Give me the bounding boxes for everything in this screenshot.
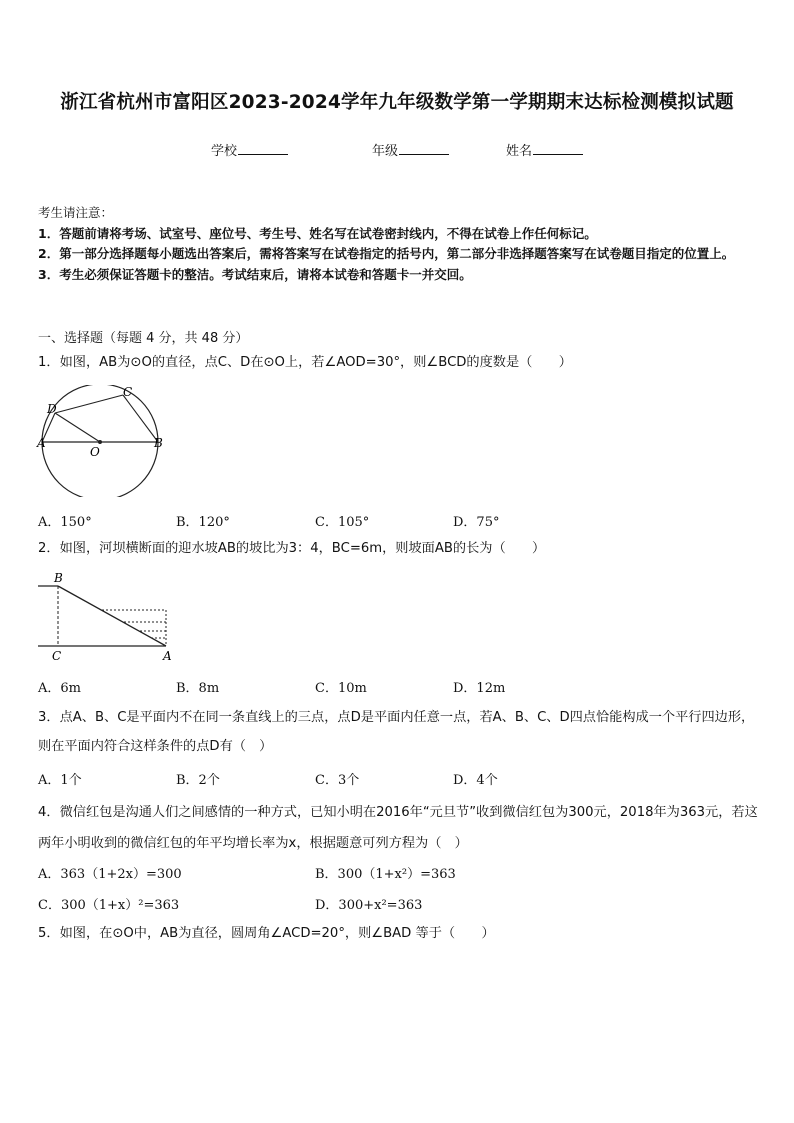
exam-notes: [38, 203, 760, 285]
q1-option-b[interactable]: B．120°: [176, 515, 230, 530]
notes-heading: 考生请注意：: [38, 205, 114, 220]
question-3-stem: 3．点A、B、C是平面内不在同一条直线上的三点，点D是平面内任意一点，若A、B、C、D四点恰能构成一个平行四边形，则在平面内符合这样条件的点D有（ ）: [38, 710, 755, 754]
q4-option-a[interactable]: A．363（1+2x）=300: [38, 867, 182, 882]
q3-option-d[interactable]: D．4个: [453, 773, 498, 788]
question-4-stem: 4．微信红包是沟通人们之间感情的一种方式，已知小明在2016年“元旦节”收到微信红包为300元，2018年为363元，若这两年小明收到的微信红包的年平均增长率为x，根据题意可列方程为（ ）: [38, 805, 758, 851]
note-item-1: 1．答题前请将考场、试室号、座位号、考生号、姓名写在试卷密封线内，不得在试卷上作任何标记。: [38, 225, 597, 241]
q3-option-b[interactable]: B．2个: [176, 773, 220, 788]
grade-blank[interactable]: [399, 142, 449, 155]
q3-option-a[interactable]: A．1个: [38, 773, 82, 788]
section-heading: 一、选择题（每题 4 分，共 48 分）: [38, 331, 249, 346]
q3-option-c[interactable]: C．3个: [315, 773, 360, 788]
fig1-label-c: C: [123, 385, 133, 399]
q2-option-c[interactable]: C．10m: [315, 681, 367, 696]
q1-option-c[interactable]: C．105°: [315, 515, 370, 530]
name-blank[interactable]: [533, 142, 583, 155]
note-item-3: 3．考生必须保证答题卡的整洁。考试结束后，请将本试卷和答题卡一并交回。: [38, 266, 472, 282]
q2-option-b[interactable]: B．8m: [176, 681, 220, 696]
question-2-figure: [36, 570, 176, 665]
name-field[interactable]: 姓名: [506, 140, 583, 159]
q1-option-d[interactable]: D．75°: [453, 515, 500, 530]
fig1-label-b: B: [154, 436, 163, 450]
school-blank[interactable]: [238, 142, 288, 155]
q4-option-b[interactable]: B．300（1+x²）=363: [315, 867, 456, 882]
note-item-2: 2．第一部分选择题每小题选出答案后，需将答案写在试卷指定的括号内，第二部分非选择题答案写在试卷题目指定的位置上。: [38, 246, 735, 261]
q4-option-c[interactable]: C．300（1+x）²=363: [38, 898, 180, 913]
fig2-label-b: B: [54, 571, 63, 585]
page-title: 浙江省杭州市富阳区2023-2024学年九年级数学第一学期期末达标检测模拟试题: [60, 92, 734, 113]
q1-option-a[interactable]: A．150°: [38, 515, 92, 530]
fig1-label-a: A: [37, 436, 46, 450]
school-field[interactable]: 学校: [211, 140, 288, 159]
fig2-label-c: C: [52, 649, 62, 663]
question-1-stem: 1．如图，AB为⊙O的直径，点C、D在⊙O上，若∠AOD=30°，则∠BCD的度数是（ ）: [38, 355, 572, 370]
q2-option-a[interactable]: A．6m: [38, 681, 81, 696]
q4-option-d[interactable]: D．300+x²=363: [315, 898, 423, 913]
question-5-stem: 5．如图，在⊙O中，AB为直径，圆周角∠ACD=20°，则∠BAD 等于（ ）: [38, 926, 495, 941]
fig2-label-a: A: [163, 649, 172, 663]
question-1-figure: [34, 385, 166, 497]
fig1-label-o: O: [90, 445, 100, 459]
q2-option-d[interactable]: D．12m: [453, 681, 506, 696]
grade-field[interactable]: 年级: [372, 140, 449, 159]
fig1-label-d: D: [47, 402, 57, 416]
question-2-stem: 2．如图，河坝横断面的迎水坡AB的坡比为3：4，BC=6m，则坡面AB的长为（ ）: [38, 541, 546, 556]
